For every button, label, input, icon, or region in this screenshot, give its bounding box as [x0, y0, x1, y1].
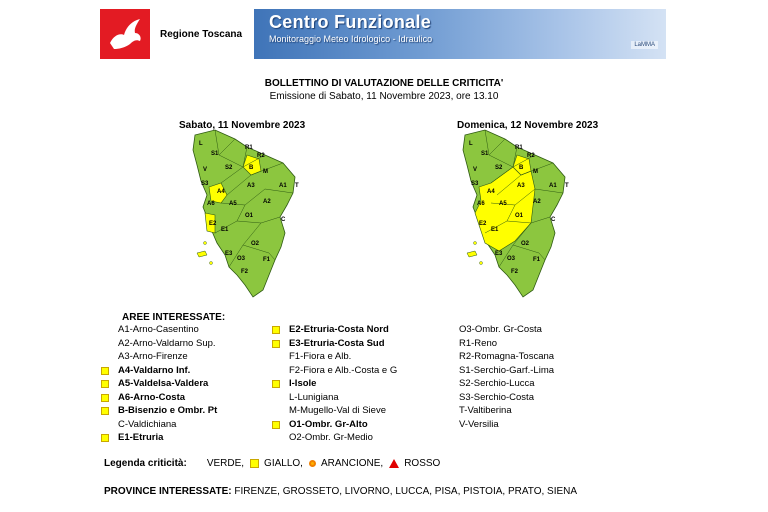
area-label: I-Isole	[289, 378, 317, 389]
svg-text:B: B	[249, 165, 254, 171]
svg-text:O1: O1	[245, 213, 254, 219]
area-label: A3-Arno-Firenze	[118, 351, 188, 362]
svg-text:O2: O2	[521, 241, 530, 247]
area-label: O3-Ombr. Gr-Costa	[459, 324, 542, 335]
legend-orange	[309, 458, 383, 469]
yellow-square-icon	[101, 434, 109, 442]
svg-text:M: M	[263, 169, 268, 175]
svg-text:V: V	[473, 167, 478, 173]
svg-text:A6: A6	[477, 201, 485, 207]
island-small-2	[204, 242, 207, 245]
svg-text:C: C	[281, 217, 286, 223]
yellow-square-icon	[250, 459, 259, 468]
svg-text:R2: R2	[527, 153, 535, 159]
svg-text:S1: S1	[211, 151, 219, 157]
area-label: A5-Valdelsa-Valdera	[118, 378, 209, 389]
area-item	[118, 391, 217, 405]
svg-text:A1: A1	[549, 183, 557, 189]
area-item	[289, 350, 397, 364]
svg-text:S1: S1	[481, 151, 489, 157]
svg-text:C: C	[551, 217, 556, 223]
svg-text:A5: A5	[229, 201, 237, 207]
area-label: S3-Serchio-Costa	[459, 391, 534, 403]
yellow-square-icon	[272, 340, 280, 348]
svg-text:S3: S3	[471, 181, 479, 187]
svg-text:O3: O3	[237, 256, 246, 262]
svg-text:O3: O3	[507, 256, 516, 262]
area-item	[289, 404, 397, 418]
yellow-square-icon	[101, 380, 109, 388]
svg-text:S3: S3	[201, 181, 209, 187]
area-label: F1-Fiora e Alb.	[289, 351, 352, 362]
legend-yellow-text: GIALLO,	[264, 458, 303, 469]
legend-green-text: VERDE,	[206, 458, 245, 469]
provinces-line	[104, 486, 577, 497]
areas-column-1	[118, 323, 217, 445]
svg-text:R1: R1	[245, 145, 253, 151]
provinces-list: FIRENZE, GROSSETO, LIVORNO, LUCCA, PISA, PISTOIA, PRATO, SIENA	[234, 486, 578, 497]
svg-text:O2: O2	[251, 241, 260, 247]
day-title-saturday: Sabato, 11 Novembre 2023	[179, 120, 306, 131]
svg-text:L: L	[469, 141, 473, 147]
area-item	[289, 323, 397, 337]
tuscany-map-sunday	[455, 125, 595, 305]
area-item	[459, 418, 554, 432]
area-label: V-Versilia	[459, 418, 499, 430]
area-item	[289, 418, 397, 432]
area-item	[459, 323, 554, 337]
area-item	[118, 377, 217, 391]
area-label: C-Valdichiana	[118, 418, 177, 430]
svg-text:A3: A3	[247, 183, 255, 189]
yellow-square-icon	[101, 367, 109, 375]
area-label: S1-Serchio-Garf.-Lima	[459, 364, 555, 376]
legend-red-text: ROSSO	[404, 458, 441, 469]
svg-text:F1: F1	[263, 257, 271, 263]
area-item	[459, 364, 554, 378]
area-label: F2-Fiora e Alb.-Costa e G	[289, 364, 398, 376]
areas-column-2	[289, 323, 397, 445]
island-small-1	[480, 262, 483, 265]
area-label: A1-Arno-Casentino	[118, 324, 199, 335]
svg-text:E3: E3	[495, 251, 503, 257]
red-triangle-icon	[389, 459, 399, 468]
svg-text:R1: R1	[515, 145, 523, 151]
area-item	[118, 418, 217, 432]
lamma-logo: LaMMA	[631, 41, 658, 49]
area-label: E2-Etruria-Costa Nord	[289, 324, 389, 335]
area-item	[118, 337, 217, 351]
yellow-square-icon	[272, 380, 280, 388]
svg-text:E3: E3	[225, 251, 233, 257]
area-label: M-Mugello-Val di Sieve	[289, 405, 386, 416]
area-item	[459, 377, 554, 391]
island-small-2	[474, 242, 477, 245]
legend-orange-text: ARANCIONE,	[320, 458, 384, 469]
area-label: O2-Ombr. Gr-Medio	[289, 432, 373, 443]
area-label: B-Bisenzio e Ombr. Pt	[118, 405, 218, 416]
area-label: R2-Romagna-Toscana	[459, 351, 555, 362]
day-title-sunday: Domenica, 12 Novembre 2023	[457, 120, 599, 131]
area-label: A2-Arno-Valdarno Sup.	[118, 337, 216, 349]
area-item	[289, 431, 397, 445]
regione-toscana-logo	[100, 9, 150, 59]
svg-text:A5: A5	[499, 201, 507, 207]
yellow-square-icon	[272, 326, 280, 334]
svg-text:R2: R2	[257, 153, 265, 159]
svg-text:S2: S2	[495, 165, 503, 171]
area-label: E3-Etruria-Costa Sud	[289, 337, 385, 349]
area-label: A6-Arno-Costa	[118, 391, 186, 403]
svg-text:O1: O1	[515, 213, 524, 219]
svg-text:A4: A4	[217, 189, 225, 195]
area-label: E1-Etruria	[118, 432, 164, 443]
orange-circle-icon	[309, 460, 316, 467]
area-item	[289, 391, 397, 405]
island-small-1	[210, 262, 213, 265]
bulletin-title: BOLLETTINO DI VALUTAZIONE DELLE CRITICITA'	[264, 78, 504, 89]
island-elba	[467, 251, 477, 257]
pegasus-icon	[100, 9, 150, 59]
svg-text:F2: F2	[241, 269, 249, 275]
yellow-square-icon	[272, 421, 280, 429]
area-item	[289, 337, 397, 351]
area-item	[118, 350, 217, 364]
svg-text:E2: E2	[209, 221, 217, 227]
areas-column-3	[459, 323, 554, 431]
yellow-square-icon	[101, 394, 109, 402]
area-item	[459, 350, 554, 364]
legend-yellow	[250, 458, 303, 469]
areas-heading: AREE INTERESSATE:	[122, 312, 226, 323]
emission-date: Emissione di Sabato, 11 Novembre 2023, ore 13.10	[269, 91, 499, 102]
legend-label: Legenda criticità:	[104, 458, 187, 469]
svg-text:V: V	[203, 167, 208, 173]
area-item	[459, 391, 554, 405]
legend	[104, 458, 446, 469]
area-label: S2-Serchio-Lucca	[459, 378, 535, 389]
svg-text:A3: A3	[517, 183, 525, 189]
provinces-label: PROVINCE INTERESSATE:	[104, 486, 232, 497]
banner-subtitle: Monitoraggio Meteo Idrologico - Idraulico	[269, 34, 433, 44]
svg-text:B: B	[519, 165, 524, 171]
area-item	[459, 404, 554, 418]
svg-text:E1: E1	[491, 227, 499, 233]
svg-text:A1: A1	[279, 183, 287, 189]
svg-text:A2: A2	[263, 199, 271, 205]
svg-text:A6: A6	[207, 201, 215, 207]
legend-red	[389, 458, 440, 469]
area-item	[118, 404, 217, 418]
area-label: L-Lunigiana	[289, 391, 339, 403]
area-item	[118, 323, 217, 337]
svg-text:L: L	[199, 141, 203, 147]
area-item	[289, 364, 397, 378]
svg-text:A2: A2	[533, 199, 541, 205]
banner-title: Centro Funzionale	[269, 12, 432, 32]
area-item	[118, 364, 217, 378]
svg-text:A4: A4	[487, 189, 495, 195]
svg-text:F2: F2	[511, 269, 519, 275]
region-name: Regione Toscana	[160, 29, 243, 40]
svg-text:S2: S2	[225, 165, 233, 171]
svg-text:T: T	[565, 183, 569, 189]
area-label: O1-Ombr. Gr-Alto	[289, 418, 368, 430]
centro-funzionale-banner	[254, 9, 666, 59]
island-elba	[197, 251, 207, 257]
svg-text:E1: E1	[221, 227, 229, 233]
svg-text:T: T	[295, 183, 299, 189]
area-item	[289, 377, 397, 391]
area-label: A4-Valdarno Inf.	[118, 364, 191, 376]
svg-text:E2: E2	[479, 221, 487, 227]
svg-text:M: M	[533, 169, 538, 175]
tuscany-map-saturday	[185, 125, 325, 305]
yellow-square-icon	[101, 407, 109, 415]
legend-green	[207, 458, 244, 469]
svg-text:F1: F1	[533, 257, 541, 263]
area-label: R1-Reno	[459, 337, 498, 349]
area-item	[459, 337, 554, 351]
area-item	[118, 431, 217, 445]
area-label: T-Valtiberina	[459, 405, 512, 416]
